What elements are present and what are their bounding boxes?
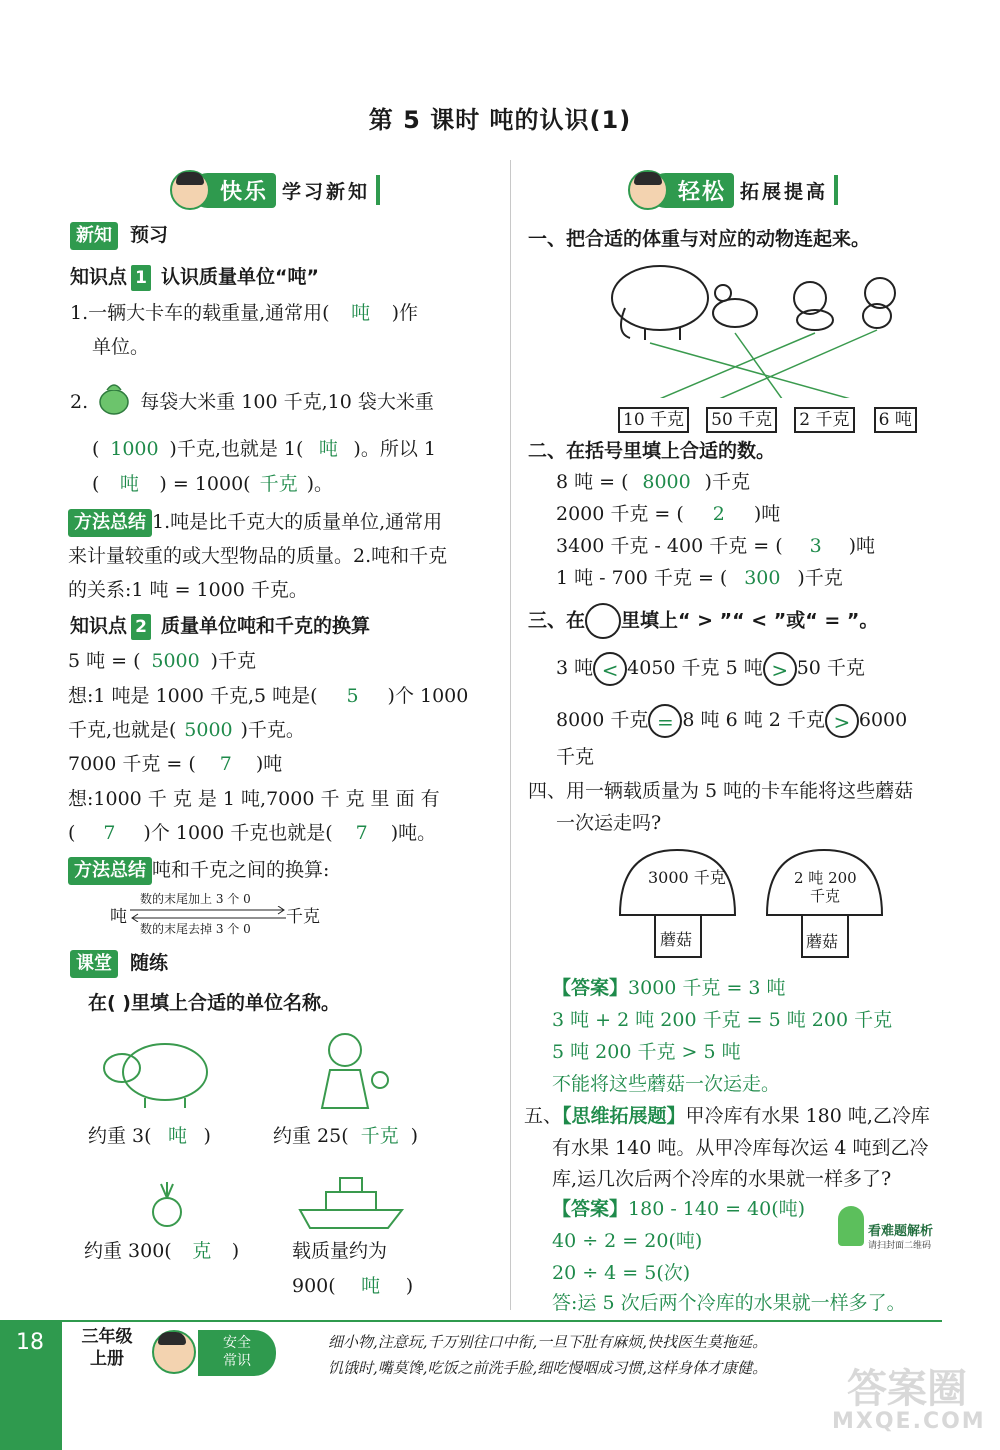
circle-placeholder-icon — [585, 603, 621, 639]
watermark: 答案圈 MXQE.COM — [832, 1366, 986, 1434]
conversion-line-4: 7000 千克 = ( 7 )吨 — [68, 753, 283, 775]
exercise-5-line3: 库,运几次后两个冷库的水果就一样多了? — [552, 1168, 892, 1190]
ship-icon — [296, 1170, 406, 1235]
item-4: 载质量约为 — [292, 1240, 388, 1262]
exercise-5-line2: 有水果 140 吨。从甲冷库每次运 4 吨到乙冷 — [552, 1137, 929, 1159]
question-1: 1.一辆大卡车的载重量,通常用( 吨 )作 — [70, 302, 419, 324]
compare-sign: > — [763, 652, 797, 686]
question-2-line2: ( 1000 )千克,也就是 1( 吨 )。所以 1 — [92, 438, 436, 460]
arrow-top-label: 数的末尾加上 3 个 0 — [140, 892, 251, 906]
answer-blank: 吨 — [361, 1275, 381, 1297]
compare-row-3: 千克 — [556, 746, 595, 768]
header-bar — [376, 175, 380, 205]
tree-icon — [838, 1206, 864, 1246]
compare-sign: = — [648, 704, 682, 738]
exercise-4-answer-4: 不能将这些蘑菇一次运走。 — [552, 1073, 781, 1095]
grade-label: 三年级 上册 — [81, 1327, 133, 1369]
header-subtitle: 学习新知 — [282, 180, 371, 203]
arrow-bottom-label: 数的末尾去掉 3 个 0 — [140, 922, 251, 936]
page-title: 第 5 课时 吨的认识(1) — [368, 106, 632, 134]
column-divider — [510, 160, 511, 1310]
girl-icon — [300, 1020, 395, 1120]
exercise-1-title: 一、把合适的体重与对应的动物连起来。 — [528, 228, 871, 250]
weight-option: 6 吨 — [874, 407, 917, 433]
exercise-4-line2: 一次运走吗? — [556, 812, 662, 834]
exercise-5-answer-1: 【答案】180 - 140 = 40(吨) — [552, 1198, 806, 1220]
method-tag: 方法总结 — [68, 509, 152, 537]
answer-blank: 2 — [712, 503, 725, 525]
header-badge: 快乐 — [190, 173, 276, 208]
answer-blank: 8000 — [642, 471, 691, 493]
practice-prompt: 在( )里填上合适的单位名称。 — [88, 992, 340, 1014]
answer-blank: 吨 — [318, 438, 338, 460]
item-2: 约重 25( 千克 ) — [273, 1125, 419, 1147]
item-1: 约重 3( 吨 ) — [88, 1125, 211, 1147]
preview-heading: 新知 预习 — [70, 222, 168, 250]
answer-blank: 1000 — [110, 438, 159, 460]
exercise-4-answer-2: 3 吨 + 2 吨 200 千克 = 5 吨 200 千克 — [552, 1009, 893, 1031]
student-avatar-icon — [170, 170, 210, 210]
conversion-line-6: ( 7 )个 1000 千克也就是( 7 )吨。 — [68, 822, 437, 844]
header-badge: 轻松 — [648, 173, 734, 208]
to-unit: 千克 — [286, 907, 320, 927]
exercise-2-line: 1 吨 - 700 千克 = ( 300 )千克 — [556, 567, 843, 589]
weight-option: 50 千克 — [706, 407, 777, 433]
student-avatar-icon — [152, 1330, 196, 1374]
answer-blank: 千克 — [259, 473, 298, 495]
compare-row-1: 3 吨 < 4050 千克 5 吨 > 50 千克 — [556, 652, 865, 686]
from-unit: 吨 — [110, 907, 127, 927]
exercise-5-answer-4: 答:运 5 次后两个冷库的水果就一样多了。 — [552, 1292, 906, 1314]
answer-blank: 克 — [192, 1240, 212, 1262]
practice-heading: 课堂 随练 — [70, 950, 168, 978]
duck-icon — [713, 285, 757, 327]
answer-blank: 3 — [809, 535, 822, 557]
answer-blank: 吨 — [351, 302, 371, 324]
safety-badge: 安全 常识 — [198, 1330, 276, 1376]
answer-blank: 7 — [355, 822, 368, 844]
animal-matching-diagram — [605, 258, 905, 398]
conversion-diagram — [110, 890, 340, 940]
conversion-line-3: 千克,也就是( 5000 )千克。 — [68, 719, 305, 741]
answer-blank: 7 — [103, 822, 116, 844]
exercise-4-answer-1: 【答案】3000 千克 = 3 吨 — [552, 977, 786, 999]
student-avatar-icon — [628, 170, 668, 210]
monkey-icon — [794, 282, 833, 330]
answer-blank: 7 — [219, 753, 232, 775]
answer-blank: 吨 — [168, 1125, 188, 1147]
knowledge-point-1: 知识点 1 认识质量单位“吨” — [70, 264, 319, 291]
knowledge-point-2: 知识点 2 质量单位吨和千克的换算 — [70, 613, 370, 640]
exercise-2-title: 二、在括号里填上合适的数。 — [528, 440, 776, 462]
method-tag: 方法总结 — [68, 857, 152, 885]
header-bar — [834, 175, 838, 205]
method-summary-2: 方法总结 吨和千克之间的换算: — [68, 857, 329, 885]
answer-blank: 5000 — [151, 650, 200, 672]
method-summary-1-line3: 的关系:1 吨 = 1000 千克。 — [68, 579, 308, 601]
compare-sign: < — [593, 652, 627, 686]
exercise-5-answer-3: 20 ÷ 4 = 5(次) — [552, 1262, 691, 1284]
page-number: 18 — [16, 1330, 44, 1355]
rice-bag-icon — [94, 386, 134, 420]
header-subtitle: 拓展提高 — [740, 180, 829, 203]
exercise-3-title: 三、在 里填上“ > ”“ < ”或“ = ”。 — [528, 603, 878, 639]
question-2-line3: ( 吨 ) = 1000( 千克 )。 — [92, 473, 334, 495]
panda-icon — [863, 278, 895, 328]
elephant-icon — [612, 266, 708, 340]
weight-option: 10 千克 — [618, 407, 689, 433]
safety-text-2: 饥饿时,嘴莫馋,吃饭之前洗手脸,细吃慢咽成习惯,这样身体才康健。 — [328, 1359, 768, 1377]
left-section-header — [170, 170, 380, 210]
double-arrow-icon — [128, 906, 288, 922]
hippo-icon — [100, 1030, 215, 1110]
exercise-2-line: 2000 千克 = ( 2 )吨 — [556, 503, 781, 525]
answer-blank: 300 — [744, 567, 781, 589]
exercise-5-answer-2: 40 ÷ 2 = 20(吨) — [552, 1230, 703, 1252]
right-section-header — [628, 170, 838, 210]
mushroom-1: 3000 千克 蘑菇 — [615, 845, 740, 965]
qr-hint-badge: 看难题解析 请扫封面二维码 — [838, 1200, 938, 1260]
answer-blank: 5 — [346, 685, 359, 707]
exercise-2-line: 3400 千克 - 400 千克 = ( 3 )吨 — [556, 535, 876, 557]
practice-tag: 课堂 — [70, 950, 118, 978]
weight-option: 2 千克 — [794, 407, 854, 433]
conversion-line-2: 想:1 吨是 1000 千克,5 吨是( 5 )个 1000 — [68, 685, 469, 707]
exercise-4-line1: 四、用一辆载质量为 5 吨的卡车能将这些蘑菇 — [528, 780, 914, 802]
compare-sign: > — [825, 704, 859, 738]
method-summary-1-line2: 来计量较重的或大型物品的质量。2.吨和千克 — [68, 545, 448, 567]
question-2: 2. 每袋大米重 100 千克,10 袋大米重 — [70, 386, 434, 420]
exercise-4-answer-3: 5 吨 200 千克 > 5 吨 — [552, 1041, 741, 1063]
answer-blank: 千克 — [360, 1125, 399, 1147]
item-4-cont: 900( 吨 ) — [292, 1275, 414, 1297]
answer-blank: 吨 — [119, 473, 139, 495]
preview-tag: 新知 — [70, 222, 118, 250]
conversion-line-1: 5 吨 = ( 5000 )千克 — [68, 650, 256, 672]
footer-line — [62, 1320, 942, 1322]
safety-text-1: 细小物,注意玩,千万别往口中衔,一旦下肚有麻烦,快找医生莫拖延。 — [328, 1333, 768, 1351]
method-summary-1: 方法总结 1.吨是比千克大的质量单位,通常用 — [68, 509, 442, 537]
radish-icon — [145, 1180, 190, 1235]
answer-blank: 5000 — [184, 719, 233, 741]
weight-options — [618, 407, 917, 433]
compare-row-2: 8000 千克 = 8 吨 6 吨 2 千克 > 6000 — [556, 704, 907, 738]
item-3: 约重 300( 克 ) — [84, 1240, 240, 1262]
mushroom-2: 2 吨 200 千克 蘑菇 — [762, 845, 887, 965]
conversion-line-5: 想:1000 千 克 是 1 吨,7000 千 克 里 面 有 — [68, 788, 440, 810]
exercise-2-line: 8 吨 = ( 8000 )千克 — [556, 471, 750, 493]
exercise-5-line1: 五、【思维拓展题】甲冷库有水果 180 吨,乙冷库 — [524, 1105, 930, 1127]
question-1-cont: 单位。 — [92, 336, 150, 358]
